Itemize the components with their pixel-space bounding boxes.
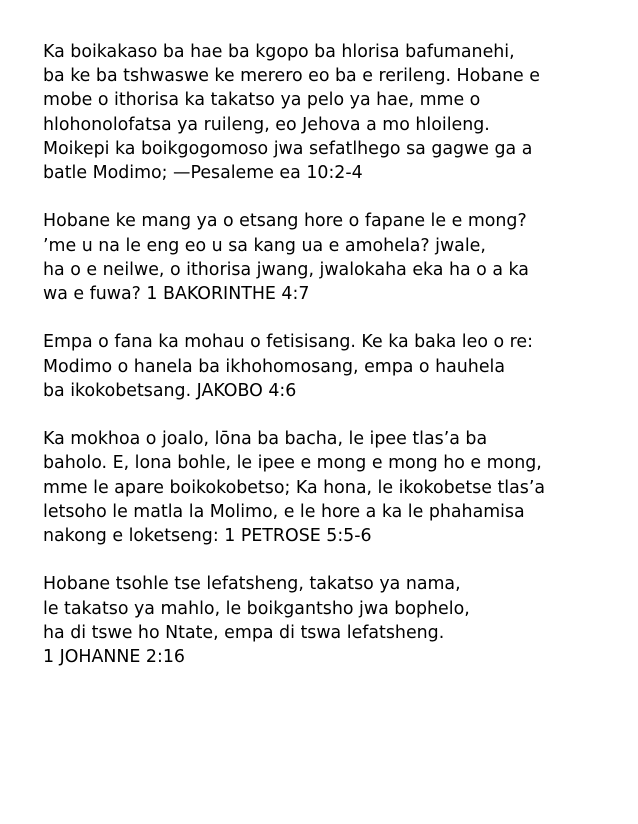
text-line: mme le apare boikokobetso; Ka hona, le ikokobetse tlas’a [43,477,546,498]
text-line: ha di tswe ho Ntate, empa di tswa lefatsheng. [43,622,445,643]
text-line: Moikepi ka boikgogomoso jwa sefatlhego sa gagwe ga a [43,138,533,159]
paragraph-peter-5 [43,427,623,548]
paragraph-james-4 [43,330,623,403]
text-line: wa e fuwa? 1 BAKORINTHE 4:7 [43,284,310,305]
text-line: Ka mokhoa o joalo, lōna ba bacha, le ipee tlas’a ba [43,429,488,450]
text-line: Empa o fana ka mohau o fetisisang. Ke ka baka leo o re: [43,332,533,353]
text-line: baholo. E, lona bohle, le ipee e mong e mong ho e mong, [43,453,542,474]
paragraph-corinthians-4 [43,209,623,306]
text-line: ba ikokobetsang. JAKOBO 4:6 [43,380,297,401]
text-line: letsoho le matla la Molimo, e le hore a ka le phahamisa [43,501,525,522]
text-line: ’me u na le eng eo u sa kang ua e amohela? jwale, [43,235,486,256]
text-line: nakong e loketseng: 1 PETROSE 5:5-6 [43,526,372,547]
paragraph-psalm-10 [43,40,623,185]
text-line: hlohonolofatsa ya ruileng, eo Jehova a mo hloileng. [43,114,490,135]
text-line: mobe o ithorisa ka takatso ya pelo ya hae, mme o [43,90,481,111]
text-line: Hobane ke mang ya o etsang hore o fapane le e mong? [43,211,527,232]
text-line: ba ke ba tshwaswe ke merero eo ba e rerileng. Hobane e [43,66,540,87]
text-line: Ka boikakaso ba hae ba kgopo ba hlorisa bafumanehi, [43,42,515,62]
text-line: batle Modimo; —Pesaleme ea 10:2-4 [43,163,363,184]
text-line: le takatso ya mahlo, le boikgantsho jwa bophelo, [43,598,470,619]
text-line: 1 JOHANNE 2:16 [43,647,185,668]
text-line: ha o e neilwe, o ithorisa jwang, jwalokaha eka ha o a ka [43,259,529,280]
text-line: Hobane tsohle tse lefatsheng, takatso ya nama, [43,574,461,595]
document-page [43,40,623,693]
text-line: Modimo o hanela ba ikhohomosang, empa o hauhela [43,356,506,377]
paragraph-john-2 [43,572,623,669]
